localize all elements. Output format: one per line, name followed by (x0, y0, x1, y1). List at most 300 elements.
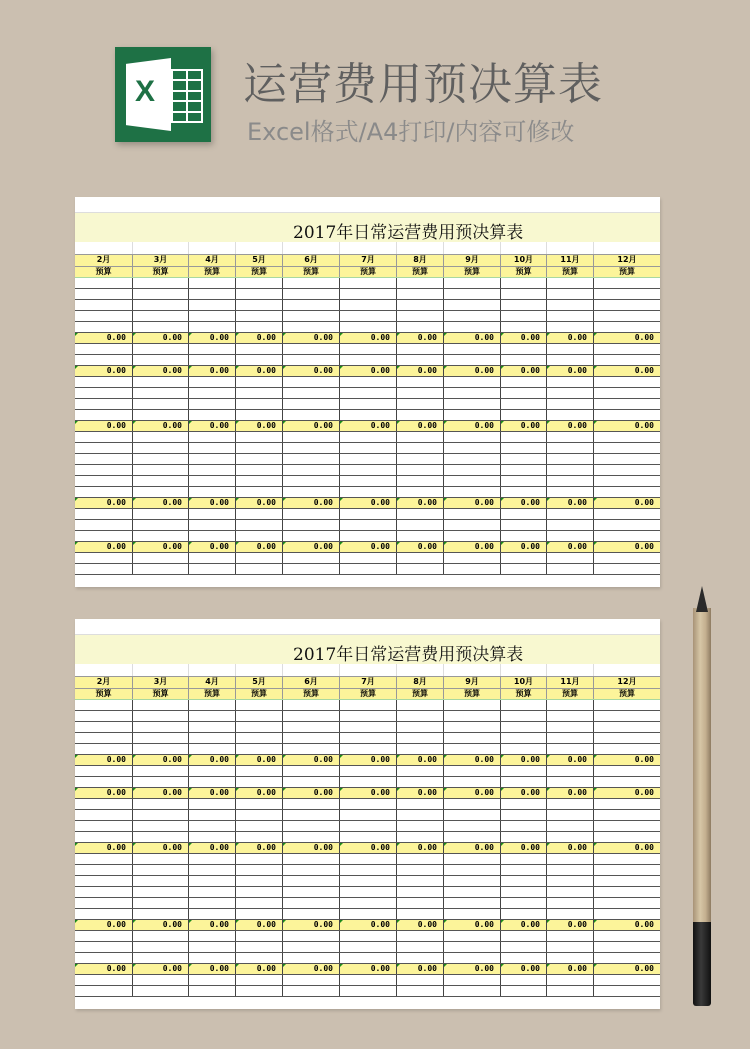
table-row-cell[interactable] (189, 509, 236, 519)
table-row-cell[interactable] (340, 399, 397, 409)
table-row-cell[interactable] (236, 289, 283, 299)
table-row-cell[interactable] (75, 289, 133, 299)
table-row-cell[interactable] (444, 865, 501, 875)
table-row-cell[interactable] (594, 953, 660, 963)
table-row-cell[interactable] (283, 509, 340, 519)
table-row-cell[interactable] (236, 898, 283, 908)
table-row-cell[interactable] (75, 986, 133, 996)
table-row-cell[interactable] (133, 322, 189, 332)
subtotal-row-cell[interactable]: 0.00 (340, 498, 397, 508)
table-row-cell[interactable] (397, 953, 444, 963)
subtotal-row-cell[interactable]: 0.00 (236, 788, 283, 798)
subtotal-row-cell[interactable]: 0.00 (133, 843, 189, 853)
table-row-cell[interactable] (594, 722, 660, 732)
table-row-cell[interactable] (75, 520, 133, 530)
table-row-cell[interactable] (75, 953, 133, 963)
table-row-cell[interactable] (236, 300, 283, 310)
table-row-cell[interactable] (501, 520, 547, 530)
table-row-cell[interactable] (594, 986, 660, 996)
table-row-cell[interactable] (133, 564, 189, 574)
table-row-cell[interactable] (189, 711, 236, 721)
table-row-cell[interactable] (189, 975, 236, 985)
table-row-cell[interactable] (397, 278, 444, 288)
table-row-cell[interactable] (133, 476, 189, 486)
table-row-cell[interactable] (547, 876, 594, 886)
table-row-cell[interactable] (594, 388, 660, 398)
table-row-cell[interactable] (236, 443, 283, 453)
table-row-cell[interactable] (501, 700, 547, 710)
table-row-cell[interactable] (444, 975, 501, 985)
table-row-cell[interactable] (397, 766, 444, 776)
table-row-cell[interactable] (397, 810, 444, 820)
table-row-cell[interactable] (189, 476, 236, 486)
table-row-cell[interactable] (594, 487, 660, 497)
table-row-cell[interactable] (444, 432, 501, 442)
table-row-cell[interactable] (189, 465, 236, 475)
table-row-cell[interactable] (397, 322, 444, 332)
table-row-cell[interactable] (594, 410, 660, 420)
table-row-cell[interactable] (189, 832, 236, 842)
subtotal-row-cell[interactable]: 0.00 (547, 920, 594, 930)
table-row-cell[interactable] (75, 476, 133, 486)
table-row-cell[interactable] (444, 766, 501, 776)
table-row-cell[interactable] (547, 487, 594, 497)
table-row-cell[interactable] (547, 388, 594, 398)
table-row-cell[interactable] (444, 854, 501, 864)
table-row-cell[interactable] (397, 700, 444, 710)
subtotal-row-cell[interactable]: 0.00 (547, 542, 594, 552)
table-row-cell[interactable] (133, 766, 189, 776)
table-row-cell[interactable] (397, 432, 444, 442)
table-row-cell[interactable] (547, 909, 594, 919)
table-row-cell[interactable] (340, 344, 397, 354)
table-row-cell[interactable] (133, 931, 189, 941)
table-row-cell[interactable] (594, 509, 660, 519)
table-row-cell[interactable] (340, 821, 397, 831)
table-row-cell[interactable] (283, 432, 340, 442)
table-row-cell[interactable] (75, 909, 133, 919)
table-row-cell[interactable] (397, 553, 444, 563)
table-row-cell[interactable] (547, 509, 594, 519)
subtotal-row-cell[interactable]: 0.00 (283, 843, 340, 853)
table-row-cell[interactable] (444, 476, 501, 486)
table-row-cell[interactable] (283, 975, 340, 985)
subtotal-row-cell[interactable]: 0.00 (75, 542, 133, 552)
table-row-cell[interactable] (340, 711, 397, 721)
table-row-cell[interactable] (283, 931, 340, 941)
table-row-cell[interactable] (501, 744, 547, 754)
subtotal-row-cell[interactable]: 0.00 (501, 333, 547, 343)
table-row-cell[interactable] (75, 898, 133, 908)
table-row-cell[interactable] (340, 289, 397, 299)
subtotal-row-cell[interactable]: 0.00 (594, 843, 660, 853)
subtotal-row-cell[interactable]: 0.00 (75, 498, 133, 508)
table-row-cell[interactable] (594, 454, 660, 464)
table-row-cell[interactable] (236, 377, 283, 387)
table-row-cell[interactable] (283, 953, 340, 963)
table-row-cell[interactable] (283, 278, 340, 288)
table-row-cell[interactable] (133, 744, 189, 754)
table-row-cell[interactable] (75, 711, 133, 721)
table-row-cell[interactable] (133, 289, 189, 299)
table-row-cell[interactable] (340, 865, 397, 875)
table-row-cell[interactable] (397, 465, 444, 475)
subtotal-row-cell[interactable]: 0.00 (397, 843, 444, 853)
table-row-cell[interactable] (444, 355, 501, 365)
table-row-cell[interactable] (501, 531, 547, 541)
subtotal-row-cell[interactable]: 0.00 (189, 788, 236, 798)
table-row-cell[interactable] (189, 553, 236, 563)
table-row-cell[interactable] (340, 487, 397, 497)
table-row-cell[interactable] (75, 564, 133, 574)
table-row-cell[interactable] (501, 432, 547, 442)
table-row-cell[interactable] (189, 777, 236, 787)
table-row-cell[interactable] (444, 443, 501, 453)
table-row-cell[interactable] (236, 487, 283, 497)
table-row-cell[interactable] (75, 777, 133, 787)
table-row-cell[interactable] (547, 300, 594, 310)
table-row-cell[interactable] (594, 300, 660, 310)
table-row-cell[interactable] (133, 799, 189, 809)
table-row-cell[interactable] (547, 865, 594, 875)
table-row-cell[interactable] (133, 443, 189, 453)
table-row-cell[interactable] (189, 454, 236, 464)
table-row-cell[interactable] (501, 487, 547, 497)
table-row-cell[interactable] (283, 520, 340, 530)
table-row-cell[interactable] (594, 909, 660, 919)
table-row-cell[interactable] (236, 465, 283, 475)
table-row-cell[interactable] (594, 799, 660, 809)
table-row-cell[interactable] (75, 722, 133, 732)
table-row-cell[interactable] (133, 399, 189, 409)
table-row-cell[interactable] (75, 322, 133, 332)
table-row-cell[interactable] (397, 476, 444, 486)
subtotal-row-cell[interactable]: 0.00 (189, 964, 236, 974)
table-row-cell[interactable] (340, 909, 397, 919)
table-row-cell[interactable] (236, 531, 283, 541)
table-row-cell[interactable] (236, 388, 283, 398)
table-row-cell[interactable] (444, 986, 501, 996)
table-row-cell[interactable] (444, 377, 501, 387)
table-row-cell[interactable] (547, 821, 594, 831)
table-row-cell[interactable] (547, 564, 594, 574)
table-row-cell[interactable] (133, 942, 189, 952)
table-row-cell[interactable] (340, 986, 397, 996)
subtotal-row-cell[interactable]: 0.00 (444, 421, 501, 431)
table-row-cell[interactable] (75, 311, 133, 321)
table-row-cell[interactable] (397, 876, 444, 886)
table-row-cell[interactable] (501, 509, 547, 519)
table-row-cell[interactable] (236, 311, 283, 321)
table-row-cell[interactable] (75, 388, 133, 398)
table-row-cell[interactable] (594, 711, 660, 721)
table-row-cell[interactable] (133, 465, 189, 475)
table-row-cell[interactable] (547, 722, 594, 732)
table-row-cell[interactable] (594, 865, 660, 875)
table-row-cell[interactable] (283, 986, 340, 996)
table-row-cell[interactable] (340, 898, 397, 908)
subtotal-row-cell[interactable]: 0.00 (594, 788, 660, 798)
subtotal-row-cell[interactable]: 0.00 (75, 366, 133, 376)
subtotal-row-cell[interactable]: 0.00 (501, 421, 547, 431)
table-row-cell[interactable] (236, 975, 283, 985)
subtotal-row-cell[interactable]: 0.00 (444, 498, 501, 508)
table-row-cell[interactable] (444, 942, 501, 952)
table-row-cell[interactable] (236, 986, 283, 996)
table-row-cell[interactable] (133, 722, 189, 732)
table-row-cell[interactable] (397, 509, 444, 519)
table-row-cell[interactable] (444, 454, 501, 464)
table-row-cell[interactable] (501, 909, 547, 919)
table-row-cell[interactable] (397, 887, 444, 897)
table-row-cell[interactable] (547, 454, 594, 464)
table-row-cell[interactable] (594, 810, 660, 820)
table-row-cell[interactable] (189, 986, 236, 996)
table-row-cell[interactable] (501, 777, 547, 787)
subtotal-row-cell[interactable]: 0.00 (75, 920, 133, 930)
subtotal-row-cell[interactable]: 0.00 (594, 333, 660, 343)
table-row-cell[interactable] (547, 733, 594, 743)
table-row-cell[interactable] (340, 443, 397, 453)
table-row-cell[interactable] (397, 300, 444, 310)
subtotal-row-cell[interactable]: 0.00 (189, 366, 236, 376)
table-row-cell[interactable] (594, 443, 660, 453)
table-row-cell[interactable] (501, 377, 547, 387)
table-row-cell[interactable] (594, 777, 660, 787)
table-row-cell[interactable] (75, 975, 133, 985)
table-row-cell[interactable] (397, 564, 444, 574)
subtotal-row-cell[interactable]: 0.00 (283, 964, 340, 974)
table-row-cell[interactable] (283, 465, 340, 475)
table-row-cell[interactable] (75, 865, 133, 875)
subtotal-row-cell[interactable]: 0.00 (340, 843, 397, 853)
table-row-cell[interactable] (594, 876, 660, 886)
subtotal-row-cell[interactable]: 0.00 (547, 421, 594, 431)
table-row-cell[interactable] (133, 821, 189, 831)
table-row-cell[interactable] (133, 909, 189, 919)
table-row-cell[interactable] (75, 531, 133, 541)
table-row-cell[interactable] (189, 377, 236, 387)
table-row-cell[interactable] (594, 942, 660, 952)
subtotal-row-cell[interactable]: 0.00 (283, 366, 340, 376)
table-row-cell[interactable] (189, 278, 236, 288)
table-row-cell[interactable] (397, 377, 444, 387)
table-row-cell[interactable] (594, 931, 660, 941)
table-row-cell[interactable] (397, 722, 444, 732)
table-row-cell[interactable] (594, 854, 660, 864)
table-row-cell[interactable] (236, 344, 283, 354)
table-row-cell[interactable] (189, 876, 236, 886)
table-row-cell[interactable] (340, 564, 397, 574)
table-row-cell[interactable] (236, 821, 283, 831)
table-row-cell[interactable] (547, 553, 594, 563)
table-row-cell[interactable] (236, 278, 283, 288)
table-row-cell[interactable] (594, 465, 660, 475)
subtotal-row-cell[interactable]: 0.00 (236, 920, 283, 930)
table-row-cell[interactable] (236, 832, 283, 842)
table-row-cell[interactable] (444, 744, 501, 754)
table-row-cell[interactable] (547, 476, 594, 486)
table-row-cell[interactable] (397, 986, 444, 996)
subtotal-row-cell[interactable]: 0.00 (501, 755, 547, 765)
table-row-cell[interactable] (189, 322, 236, 332)
table-row-cell[interactable] (75, 876, 133, 886)
table-row-cell[interactable] (501, 465, 547, 475)
subtotal-row-cell[interactable]: 0.00 (133, 788, 189, 798)
table-row-cell[interactable] (236, 432, 283, 442)
table-row-cell[interactable] (444, 531, 501, 541)
table-row-cell[interactable] (340, 520, 397, 530)
table-row-cell[interactable] (75, 443, 133, 453)
table-row-cell[interactable] (547, 854, 594, 864)
table-row-cell[interactable] (594, 311, 660, 321)
subtotal-row-cell[interactable]: 0.00 (236, 755, 283, 765)
subtotal-row-cell[interactable]: 0.00 (501, 788, 547, 798)
table-row-cell[interactable] (397, 832, 444, 842)
table-row-cell[interactable] (283, 553, 340, 563)
table-row-cell[interactable] (236, 865, 283, 875)
subtotal-row-cell[interactable]: 0.00 (283, 498, 340, 508)
subtotal-row-cell[interactable]: 0.00 (594, 920, 660, 930)
table-row-cell[interactable] (444, 388, 501, 398)
table-row-cell[interactable] (236, 722, 283, 732)
table-row-cell[interactable] (340, 799, 397, 809)
table-row-cell[interactable] (397, 931, 444, 941)
table-row-cell[interactable] (594, 564, 660, 574)
table-row-cell[interactable] (594, 744, 660, 754)
table-row-cell[interactable] (594, 975, 660, 985)
table-row-cell[interactable] (501, 722, 547, 732)
table-row-cell[interactable] (133, 344, 189, 354)
table-row-cell[interactable] (236, 476, 283, 486)
table-row-cell[interactable] (397, 531, 444, 541)
table-row-cell[interactable] (594, 399, 660, 409)
table-row-cell[interactable] (236, 399, 283, 409)
table-row-cell[interactable] (547, 953, 594, 963)
table-row-cell[interactable] (444, 410, 501, 420)
table-row-cell[interactable] (283, 744, 340, 754)
table-row-cell[interactable] (444, 733, 501, 743)
table-row-cell[interactable] (397, 399, 444, 409)
table-row-cell[interactable] (133, 733, 189, 743)
table-row-cell[interactable] (283, 766, 340, 776)
table-row-cell[interactable] (75, 810, 133, 820)
table-row-cell[interactable] (283, 832, 340, 842)
table-row-cell[interactable] (340, 887, 397, 897)
table-row-cell[interactable] (189, 700, 236, 710)
table-row-cell[interactable] (547, 777, 594, 787)
table-row-cell[interactable] (501, 975, 547, 985)
table-row-cell[interactable] (236, 410, 283, 420)
table-row-cell[interactable] (594, 377, 660, 387)
table-row-cell[interactable] (133, 865, 189, 875)
table-row-cell[interactable] (594, 887, 660, 897)
table-row-cell[interactable] (236, 564, 283, 574)
table-row-cell[interactable] (75, 377, 133, 387)
subtotal-row-cell[interactable]: 0.00 (444, 366, 501, 376)
table-row-cell[interactable] (283, 300, 340, 310)
table-row-cell[interactable] (340, 311, 397, 321)
table-row-cell[interactable] (594, 476, 660, 486)
table-row-cell[interactable] (340, 810, 397, 820)
table-row-cell[interactable] (189, 733, 236, 743)
table-row-cell[interactable] (501, 733, 547, 743)
table-row-cell[interactable] (236, 887, 283, 897)
table-row-cell[interactable] (189, 854, 236, 864)
subtotal-row-cell[interactable]: 0.00 (75, 788, 133, 798)
table-row-cell[interactable] (189, 564, 236, 574)
table-row-cell[interactable] (283, 443, 340, 453)
subtotal-row-cell[interactable]: 0.00 (236, 542, 283, 552)
table-row-cell[interactable] (189, 898, 236, 908)
table-row-cell[interactable] (501, 278, 547, 288)
table-row-cell[interactable] (189, 810, 236, 820)
table-row-cell[interactable] (397, 443, 444, 453)
table-row-cell[interactable] (75, 278, 133, 288)
table-row-cell[interactable] (397, 942, 444, 952)
subtotal-row-cell[interactable]: 0.00 (75, 421, 133, 431)
table-row-cell[interactable] (444, 909, 501, 919)
table-row-cell[interactable] (444, 799, 501, 809)
table-row-cell[interactable] (501, 766, 547, 776)
subtotal-row-cell[interactable]: 0.00 (236, 964, 283, 974)
subtotal-row-cell[interactable]: 0.00 (547, 366, 594, 376)
table-row-cell[interactable] (340, 700, 397, 710)
table-row-cell[interactable] (283, 898, 340, 908)
table-row-cell[interactable] (594, 278, 660, 288)
table-row-cell[interactable] (444, 322, 501, 332)
subtotal-row-cell[interactable]: 0.00 (283, 920, 340, 930)
table-row-cell[interactable] (340, 322, 397, 332)
table-row-cell[interactable] (283, 377, 340, 387)
table-row-cell[interactable] (501, 410, 547, 420)
table-row-cell[interactable] (283, 289, 340, 299)
table-row-cell[interactable] (501, 476, 547, 486)
subtotal-row-cell[interactable]: 0.00 (547, 788, 594, 798)
table-row-cell[interactable] (594, 355, 660, 365)
table-row-cell[interactable] (189, 311, 236, 321)
subtotal-row-cell[interactable]: 0.00 (444, 788, 501, 798)
table-row-cell[interactable] (501, 876, 547, 886)
table-row-cell[interactable] (133, 300, 189, 310)
table-row-cell[interactable] (236, 953, 283, 963)
table-row-cell[interactable] (236, 711, 283, 721)
table-row-cell[interactable] (236, 744, 283, 754)
table-row-cell[interactable] (75, 454, 133, 464)
subtotal-row-cell[interactable]: 0.00 (75, 755, 133, 765)
table-row-cell[interactable] (594, 700, 660, 710)
table-row-cell[interactable] (75, 744, 133, 754)
table-row-cell[interactable] (133, 278, 189, 288)
subtotal-row-cell[interactable]: 0.00 (501, 542, 547, 552)
table-row-cell[interactable] (283, 799, 340, 809)
subtotal-row-cell[interactable]: 0.00 (594, 366, 660, 376)
table-row-cell[interactable] (444, 810, 501, 820)
table-row-cell[interactable] (594, 432, 660, 442)
table-row-cell[interactable] (283, 865, 340, 875)
table-row-cell[interactable] (283, 564, 340, 574)
table-row-cell[interactable] (501, 388, 547, 398)
table-row-cell[interactable] (283, 322, 340, 332)
table-row-cell[interactable] (501, 821, 547, 831)
table-row-cell[interactable] (236, 942, 283, 952)
table-row-cell[interactable] (236, 733, 283, 743)
table-row-cell[interactable] (340, 377, 397, 387)
subtotal-row-cell[interactable]: 0.00 (133, 964, 189, 974)
table-row-cell[interactable] (133, 311, 189, 321)
table-row-cell[interactable] (501, 355, 547, 365)
table-row-cell[interactable] (75, 931, 133, 941)
